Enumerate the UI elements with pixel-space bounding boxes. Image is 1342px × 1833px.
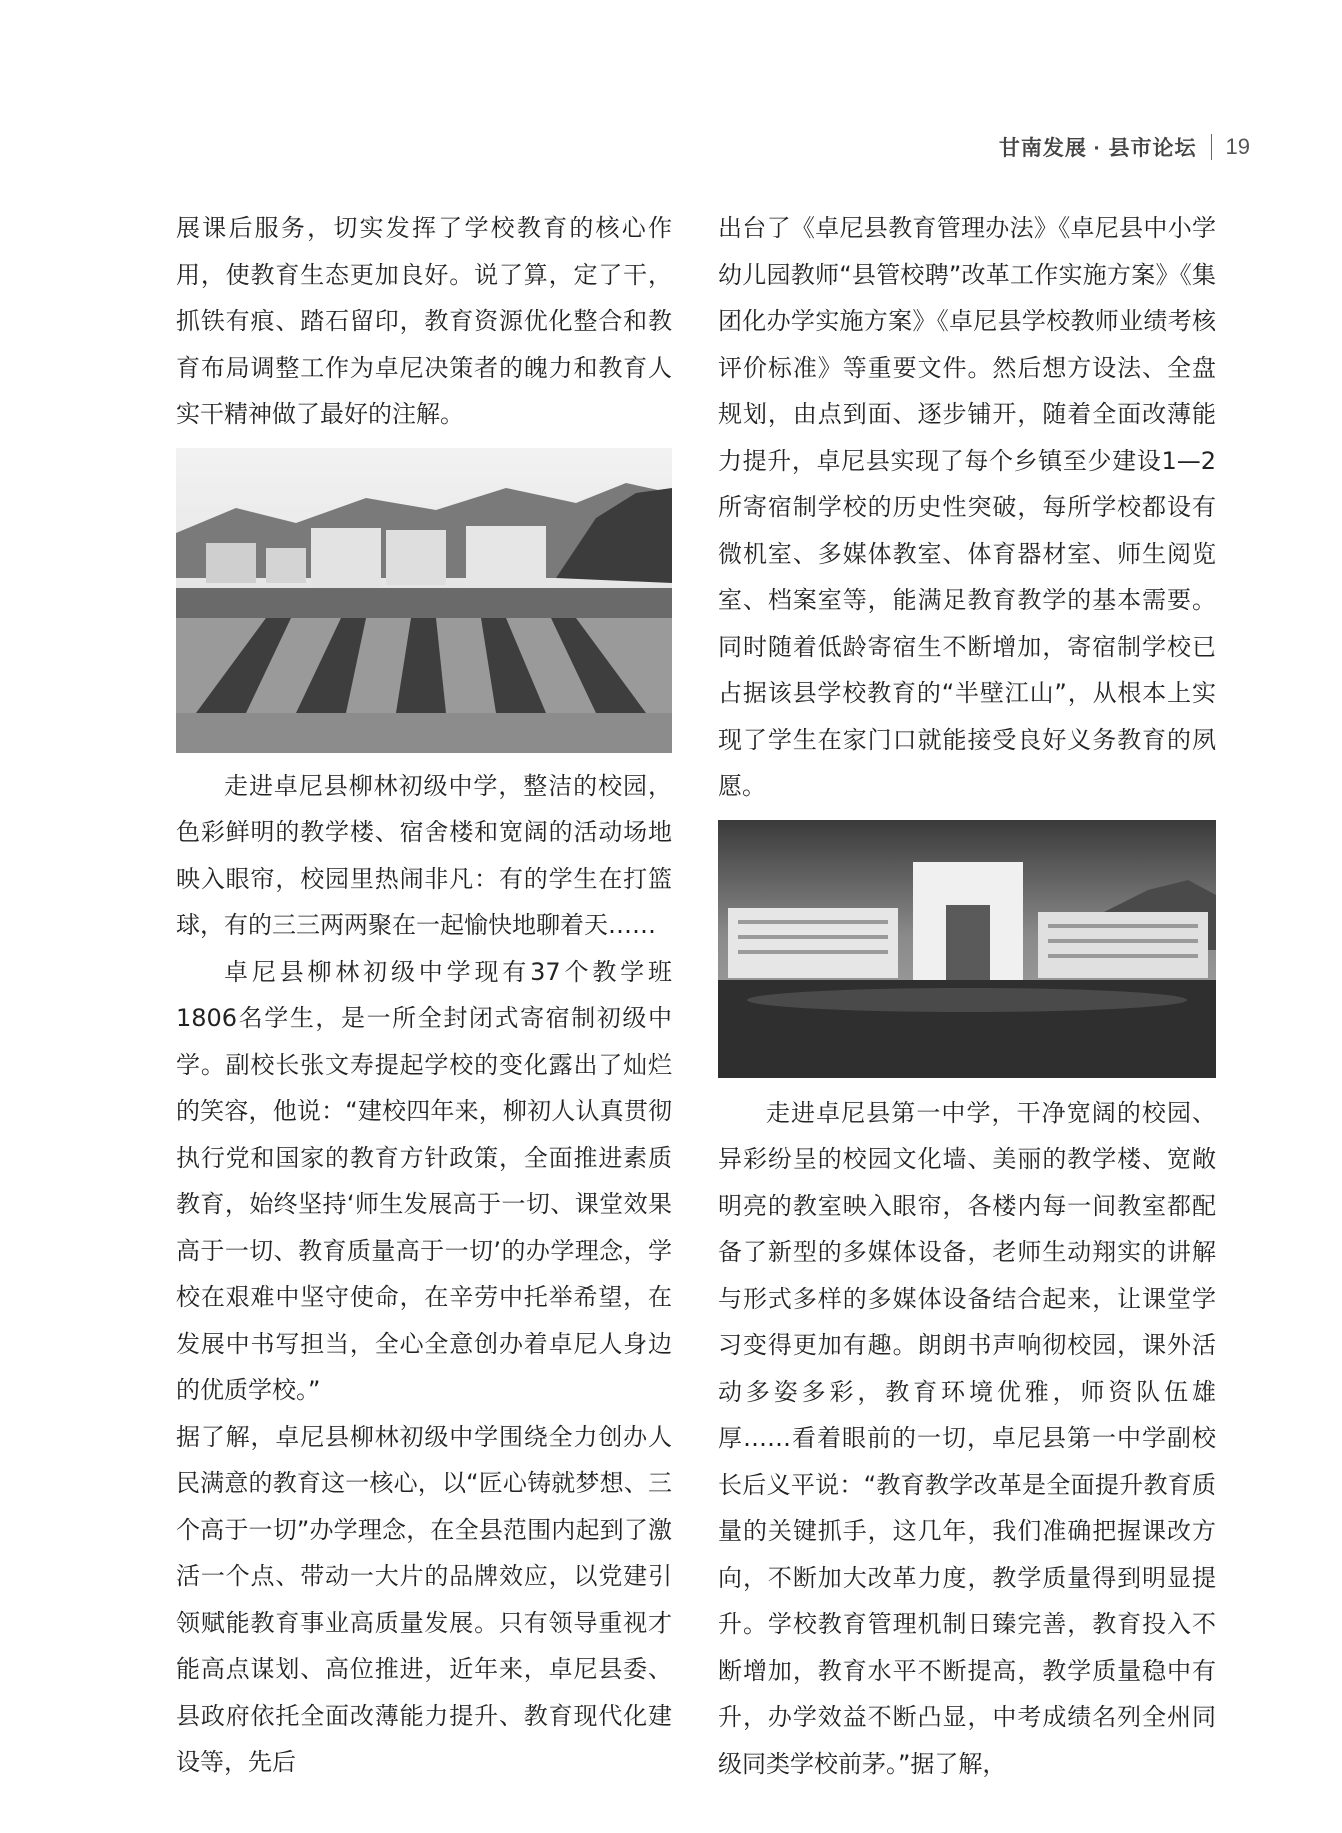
paragraph: 走进卓尼县柳林初级中学，整洁的校园，色彩鲜明的教学楼、宿舍楼和宽阔的活动场地映入眼帘，校园里热闹非凡：有的学生在打篮球，有的三三两两聚在一起愉快地聊着天……: [176, 771, 672, 939]
paragraph: 展课后服务，切实发挥了学校教育的核心作用，使教育生态更加良好。说了算，定了干，抓铁有痕、踏石留印，教育资源优化整合和教育布局调整工作为卓尼决策者的魄力和教育人实干精神做了最好的注解。: [176, 214, 672, 428]
right-column: [718, 205, 1216, 1787]
paragraph: 走进卓尼县第一中学，干净宽阔的校园、异彩纷呈的校园文化墙、美丽的教学楼、宽敞明亮的教室映入眼帘，各楼内每一间教室都配备了新型的多媒体设备，老师生动翔实的讲解与形式多样的多媒体设备结合起来，让课堂学习变得更加有趣。朗朗书声响彻校园，课外活动多姿多彩，教育环境优雅，师资队伍雄厚……看着眼前的一切，卓尼县第一中学副校长后义平说：“教育教学改革是全面提升教育质量的关键抓手，这几年，我们准确把握课改方向，不断加大改革力度，教学质量得到明显提升。学校教育管理机制日臻完善，教育投入不断增加，教育水平不断提高，教学质量稳中有升，办学效益不断凸显，中考成绩名列全州同级同类学校前茅。”据了解，: [718, 1098, 1216, 1778]
page-number: 19: [1225, 134, 1250, 159]
header-divider: [1211, 134, 1212, 160]
page-header: [999, 132, 1250, 162]
paragraph: 据了解，卓尼县柳林初级中学围绕全力创办人民满意的教育这一核心，以“匠心铸就梦想、三个高于一切”办学理念，在全县范围内起到了激活一个点、带动一大片的品牌效应，以党建引领赋能教育事业高质量发展。只有领导重视才能高点谋划、高位推进，近年来，卓尼县委、县政府依托全面改薄能力提升、教育现代化建设等，先后: [176, 1422, 672, 1776]
school-building-photo: [718, 820, 1216, 1078]
paragraph: 出台了《卓尼县教育管理办法》《卓尼县中小学幼儿园教师“县管校聘”改革工作实施方案》《集团化办学实施方案》《卓尼县学校教师业绩考核评价标准》等重要文件。然后想方设法、全盘规划，由点到面、逐步铺开，随着全面改薄能力提升，卓尼县实现了每个乡镇至少建设1—2所寄宿制学校的历史性突破，每所学校都设有微机室、多媒体教室、体育器材室、师生阅览室、档案室等，能满足教育教学的基本需要。同时随着低龄寄宿生不断增加，寄宿制学校已占据该县学校教育的“半壁江山”，从根本上实现了学生在家门口就能接受良好义务教育的夙愿。: [718, 214, 1216, 800]
left-column: [176, 205, 672, 1786]
school-sports-field-photo: [176, 448, 672, 753]
paragraph: 卓尼县柳林初级中学现有37个教学班1806名学生，是一所全封闭式寄宿制初级中学。副校长张文寿提起学校的变化露出了灿烂的笑容，他说：“建校四年来，柳初人认真贯彻执行党和国家的教育方针政策，全面推进素质教育，始终坚持‘师生发展高于一切、课堂效果高于一切、教育质量高于一切’的办学理念，学校在艰难中坚守使命，在辛劳中托举希望，在发展中书写担当，全心全意创办着卓尼人身边的优质学校。”: [176, 957, 672, 1404]
section-title: 甘南发展 · 县市论坛: [998, 137, 1197, 160]
